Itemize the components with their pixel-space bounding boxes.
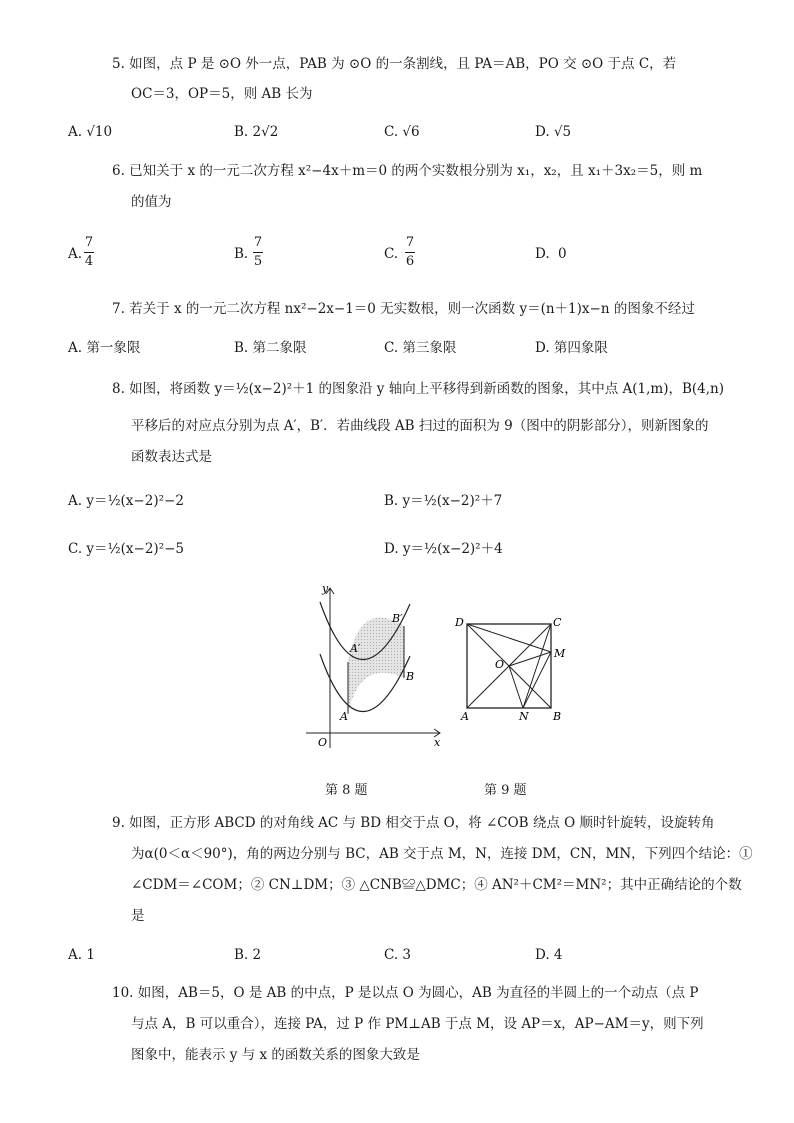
q7-option-a: A. 第一象限 — [68, 340, 141, 356]
q6-option-d-letter: D. — [535, 246, 550, 262]
fraction-numerator: 7 — [84, 235, 94, 250]
figure-9-caption: 第 9 题 — [484, 783, 527, 798]
q6-option-a-letter: A. — [68, 246, 83, 262]
q8-option-d: D. y＝½(x−2)²＋4 — [384, 541, 503, 557]
figure-8 — [300, 578, 450, 758]
q6-option-c-letter: C. — [384, 246, 399, 262]
label-o: O — [495, 658, 505, 671]
q7-option-c: C. 第三象限 — [384, 340, 457, 356]
q9-option-b: B. 2 — [234, 947, 262, 963]
label-origin: O — [318, 736, 328, 749]
q5-line1: 5. 如图，点 P 是 ⊙O 外一点，PAB 为 ⊙O 的一条割线，且 PA＝AB，PO 交 ⊙O 于点 C，若 — [112, 56, 677, 72]
q6-option-b-fraction — [253, 236, 263, 268]
label-m: M — [554, 647, 566, 660]
label-d: D — [455, 616, 464, 629]
fraction-numerator: 7 — [253, 235, 263, 250]
q6-line1: 6. 已知关于 x 的一元二次方程 x²−4x＋m＝0 的两个实数根分别为 x₁，x₂，且 x₁＋3x₂＝5，则 m — [112, 163, 703, 179]
label-b: B — [406, 670, 415, 683]
label-a: A — [461, 710, 469, 723]
q9-line2: 为α(0＜α＜90°)，角的两边分别与 BC，AB 交于点 M，N，连接 DM，CN，MN，下列四个结论：① — [131, 846, 753, 862]
label-b: B — [553, 710, 562, 723]
q10-line2: 与点 A，B 可以重合），连接 PA，过 P 作 PM⊥AB 于点 M，设 AP＝x，AP−AM＝y，则下列 — [131, 1016, 704, 1032]
figure-9 — [455, 612, 575, 724]
q8-line1: 8. 如图，将函数 y＝½(x−2)²＋1 的图象沿 y 轴向上平移得到新函数的图象，其中点 A(1,m)，B(4,n) — [112, 381, 725, 397]
q7-line1: 7. 若关于 x 的一元二次方程 nx²−2x−1＝0 无实数根，则一次函数 y＝(n＋1)x−n 的图象不经过 — [112, 301, 695, 317]
q9-option-d: D. 4 — [535, 947, 563, 963]
label-y: y — [322, 582, 329, 595]
label-n: N — [519, 710, 529, 723]
figure-8-caption: 第 8 题 — [325, 783, 368, 798]
q6-line2: 的值为 — [131, 194, 172, 210]
q5-option-a: A. √10 — [68, 124, 113, 140]
q8-option-b: B. y＝½(x−2)²＋7 — [384, 493, 503, 509]
q10-line3: 图象中，能表示 y 与 x 的函数关系的图象大致是 — [131, 1047, 420, 1063]
q9-line4: 是 — [131, 908, 145, 924]
q9-option-c: C. 3 — [384, 947, 412, 963]
q9-option-a: A. 1 — [68, 947, 95, 963]
q5-option-b: B. 2√2 — [234, 124, 279, 140]
label-a-prime: A′ — [350, 642, 361, 655]
q8-line2: 平移后的对应点分别为点 A′，B′．若曲线段 AB 扫过的面积为 9（图中的阴影部分），则新图象的 — [131, 418, 709, 434]
segment-dm — [467, 624, 551, 652]
q6-option-b-letter: B. — [234, 246, 249, 262]
fraction-denominator: 6 — [405, 253, 415, 269]
q9-line3: ∠CDM＝∠COM；② CN⊥DM；③ △CNB≌△DMC；④ AN²＋CM²＝MN²；其中正确结论的个数 — [131, 877, 742, 893]
q8-option-a: A. y＝½(x−2)²−2 — [68, 493, 184, 509]
q8-line3: 函数表达式是 — [131, 449, 212, 465]
label-b-prime: B′ — [392, 612, 403, 625]
fraction-denominator: 5 — [253, 253, 263, 269]
label-x: x — [434, 736, 441, 749]
fraction-numerator: 7 — [405, 235, 415, 250]
segment-cn — [523, 624, 551, 708]
q10-line1: 10. 如图，AB＝5，O 是 AB 的中点，P 是以点 O 为圆心，AB 为直径的半圆上的一个动点（点 P — [112, 985, 699, 1001]
q7-option-b: B. 第二象限 — [234, 340, 307, 356]
q6-option-d-value: 0 — [558, 246, 567, 262]
q6-option-a-fraction — [84, 236, 94, 268]
q6-option-c-fraction — [405, 236, 415, 268]
q8-option-c: C. y＝½(x−2)²−5 — [68, 541, 185, 557]
q5-option-c: C. √6 — [384, 124, 420, 140]
q5-option-d: D. √5 — [535, 124, 572, 140]
q7-option-d: D. 第四象限 — [535, 340, 608, 356]
label-a: A — [340, 710, 348, 723]
q9-line1: 9. 如图，正方形 ABCD 的对角线 AC 与 BD 相交于点 O，将 ∠COB 绕点 O 顺时针旋转，设旋转角 — [112, 815, 715, 831]
q5-line2: OC＝3，OP＝5，则 AB 长为 — [131, 86, 313, 102]
fraction-denominator: 4 — [84, 253, 94, 269]
label-c: C — [553, 616, 562, 629]
